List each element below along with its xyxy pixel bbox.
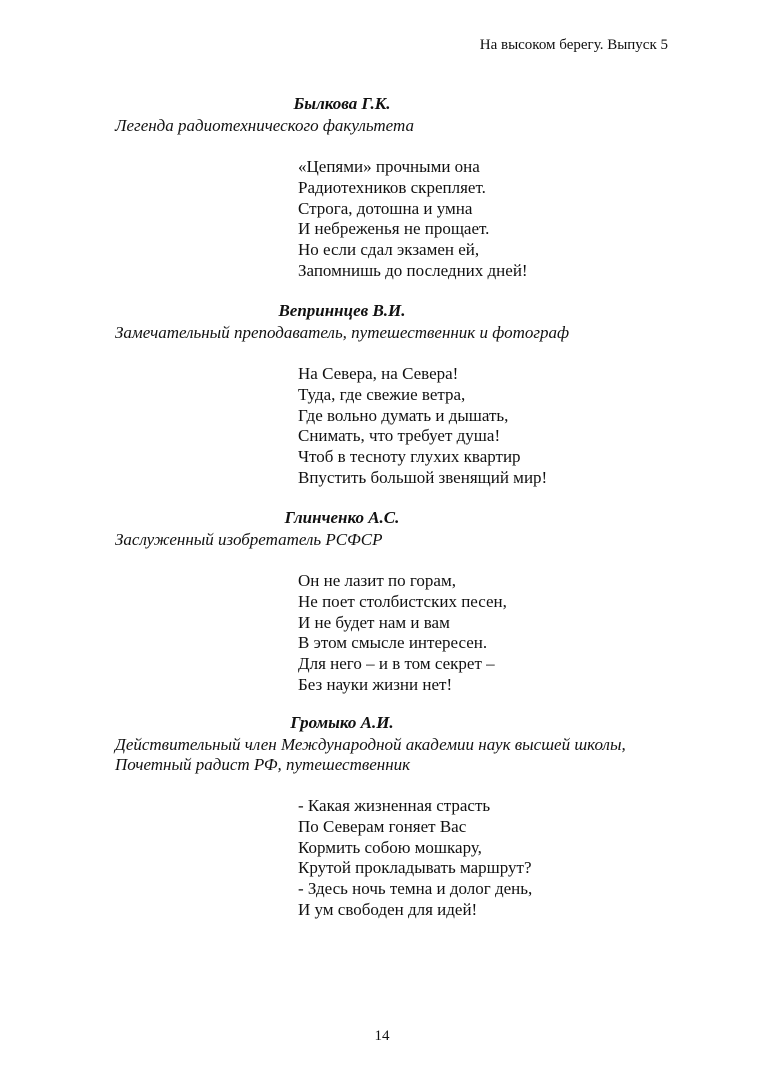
subtitle-line: Замечательный преподаватель, путешественник и фотограф (115, 323, 570, 342)
poem (298, 157, 675, 282)
poem-line: Крутой прокладывать маршрут? (298, 858, 532, 878)
poem-line: Туда, где свежие ветра, (298, 384, 466, 404)
poem-line: Впустить большой звенящий мир! (298, 467, 548, 487)
poem-line: «Цепями» прочными она (298, 157, 480, 176)
author-name: Веприннцев В.И. (278, 301, 406, 320)
poem-line: Снимать, что требует душа! (298, 426, 501, 446)
subtitle-line: Действительный член Международной академии наук высшей школы, (115, 735, 626, 754)
poem-line: Он не лазит по горам, (298, 571, 456, 590)
author-subtitle (115, 530, 675, 550)
poem-line: Строга, дотошна и умна (298, 198, 473, 218)
poem-line: И ум свободен для идей! (298, 899, 478, 919)
poem-line: По Северам гоняет Вас (298, 816, 467, 836)
poem-line: Кормить собою мошкару, (298, 837, 482, 857)
subtitle-line: Легенда радиотехнического факультета (115, 116, 414, 135)
poem-line: Где вольно думать и дышать, (298, 405, 509, 425)
poem-line: Не поет столбистских песен, (298, 591, 507, 611)
subtitle-line: Почетный радист РФ, путешественник (115, 755, 411, 774)
poem (298, 364, 675, 489)
poem (298, 796, 675, 921)
poem-line: Без науки жизни нет! (298, 674, 453, 694)
section-bylkova (115, 94, 675, 282)
poem-line: - Какая жизненная страсть (298, 796, 491, 815)
author-subtitle (115, 735, 675, 775)
author-name: Громыко А.И. (290, 713, 394, 732)
subtitle-line: Заслуженный изобретатель РСФСР (115, 530, 383, 549)
author-subtitle (115, 116, 675, 136)
poem-line: В этом смысле интересен. (298, 633, 488, 653)
author-subtitle (115, 323, 675, 343)
poem-line: Для него – и в том секрет – (298, 654, 495, 674)
author-name: Глинченко А.С. (284, 508, 400, 527)
poem-line: Запомнишь до последних дней! (298, 260, 528, 280)
section-veprintsev (115, 301, 675, 489)
running-header: На высоком берегу. Выпуск 5 (479, 37, 668, 53)
section-gromyko (115, 713, 675, 921)
poem-line: - Здесь ночь темна и долог день, (298, 879, 533, 899)
author-name: Былкова Г.К. (293, 94, 391, 113)
poem-line: Радиотехников скрепляет. (298, 177, 486, 197)
poem-line: На Севера, на Севера! (298, 364, 459, 383)
poem-line: Чтоб в тесноту глухих квартир (298, 447, 521, 467)
poem-line: Но если сдал экзамен ей, (298, 240, 480, 260)
poem-line: И небреженья не прощает. (298, 219, 490, 239)
poem (298, 571, 675, 696)
poem-line: И не будет нам и вам (298, 612, 450, 632)
page-number: 14 (374, 1028, 390, 1044)
section-glinchenko (115, 508, 675, 696)
